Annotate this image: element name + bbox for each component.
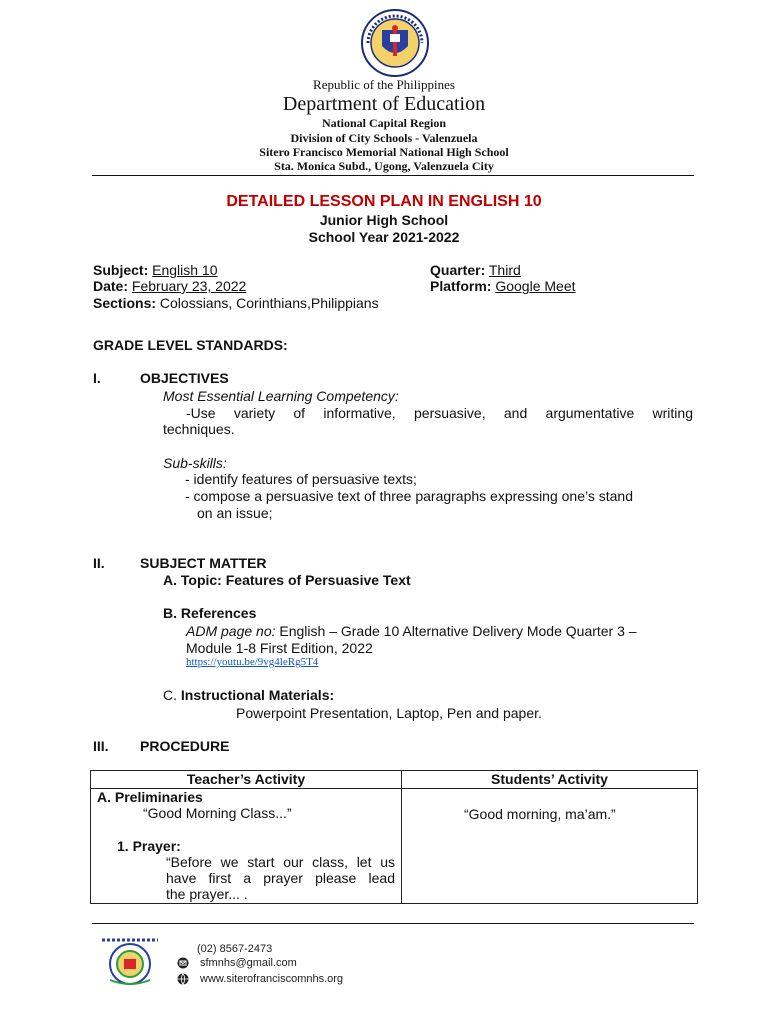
materials-heading: Instructional Materials: [180,687,335,703]
subskill-item-1: - identify features of persuasive texts; [185,471,417,487]
subject-row [93,262,218,278]
date-row [93,278,246,294]
subskill-item-2-cont: on an issue; [197,505,273,521]
prayer-line-3: the prayer... . [166,886,248,902]
date-value: February 23, 2022 [131,278,247,294]
subject-matter-number: II. [93,555,105,571]
footer-website: www.siterofranciscomnhs.org [200,973,344,985]
platform-row [430,278,576,294]
subject-matter-heading: SUBJECT MATTER [140,555,267,571]
platform-label: Platform: [430,278,492,294]
school-logo [98,928,162,988]
table-row [91,789,698,904]
address-line: Sta. Monica Subd., Ugong, Valenzuela City [274,159,494,173]
email-icon [177,957,189,969]
procedure-number: III. [93,738,109,754]
subject-label: Subject: [93,262,149,278]
objectives-number: I. [93,370,101,386]
division-line: Division of City Schools - Valenzuela [290,131,478,145]
adm-text-cont: Module 1-8 First Edition, 2022 [186,640,373,656]
melc-text-line1: -Use variety of informative, persuasive, and argumentative writing [186,405,693,421]
teacher-activity-header: Teacher’s Activity [91,771,402,789]
melc-text-line2: techniques. [163,421,235,437]
preliminaries-heading: A. Preliminaries [97,789,203,805]
footer-phone: (02) 8567-2473 [197,943,273,955]
prayer-line-1: “Before we start our class, let us [166,854,395,870]
adm-text: English – Grade 10 Alternative Delivery Mode Quarter 3 – [279,623,637,639]
footer-email: sfmnhs@gmail.com [200,957,297,969]
activity-table [90,770,698,904]
republic-line: Republic of the Philippines [313,77,455,92]
date-label: Date: [93,278,129,294]
materials-prefix: C. [163,687,177,703]
melc-label: Most Essential Learning Competency: [163,388,399,404]
subskill-item-2: - compose a persuasive text of three paragraphs expressing one’s stand [185,488,633,504]
materials-row [163,687,334,703]
department-name: Department of Education [282,93,486,115]
references-heading: B. References [163,605,257,621]
sections-value: Colossians, Corinthians,Philippians [159,295,379,311]
school-line: Sitero Francisco Memorial National High School [259,145,509,159]
level-line: Junior High School [319,212,449,228]
youtube-link[interactable]: https://youtu.be/9vg4leRg5T4 [186,656,319,668]
region-line: National Capital Region [321,116,446,130]
adm-reference [186,623,637,639]
platform-value: Google Meet [495,278,576,294]
materials-text: Powerpoint Presentation, Laptop, Pen and paper. [236,705,542,721]
prayer-heading: 1. Prayer: [117,838,181,854]
students-activity-header: Students’ Activity [402,771,698,789]
subskills-label: Sub-skills: [163,455,227,471]
globe-icon [177,973,189,985]
student-greeting: “Good morning, ma’am.” [464,806,616,822]
teacher-activity-cell [91,789,402,904]
quarter-row [430,262,521,278]
teacher-greeting: “Good Morning Class...” [143,805,292,821]
quarter-value: Third [488,262,521,278]
deped-seal [360,8,430,78]
students-activity-cell [402,789,698,904]
prayer-line-2: have first a prayer please lead [166,870,395,886]
sections-row [93,295,379,311]
objectives-heading: OBJECTIVES [140,370,229,386]
school-year-line: School Year 2021-2022 [308,229,460,245]
quarter-label: Quarter: [430,262,486,278]
header-divider [92,175,694,176]
footer-divider [92,923,694,924]
adm-label: ADM page no: [186,623,276,639]
grade-level-standards-heading: GRADE LEVEL STANDARDS: [93,337,288,353]
table-header-row [91,771,698,789]
procedure-heading: PROCEDURE [140,738,230,754]
subject-value: English 10 [152,262,218,278]
lesson-plan-title: DETAILED LESSON PLAN IN ENGLISH 10 [226,193,542,210]
sections-label: Sections: [93,295,157,311]
topic-line: A. Topic: Features of Persuasive Text [163,572,411,588]
